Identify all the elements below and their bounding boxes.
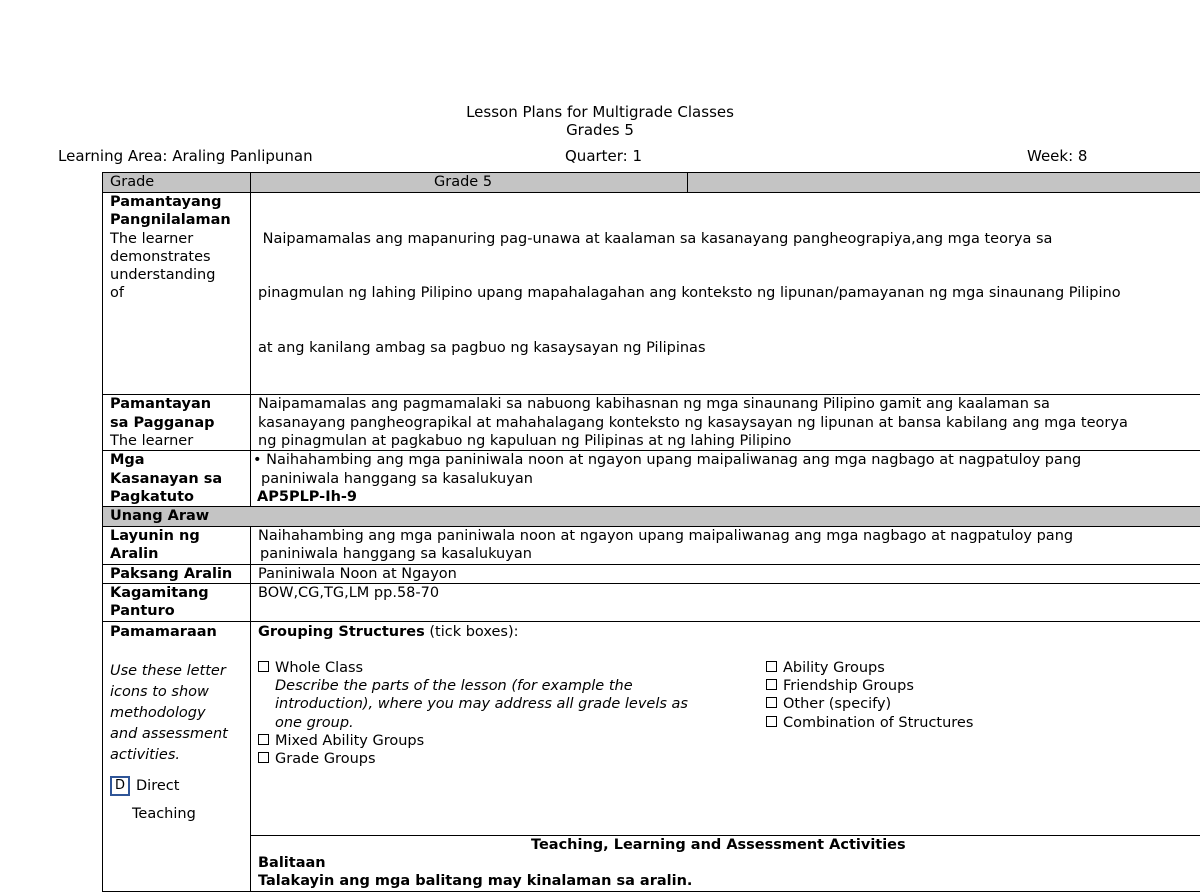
direct-teaching-letter-icon: D: [110, 776, 130, 796]
procedure-label: Pamamaraan Use these letter icons to show methodology and assessment activities. D Direct Teaching: [103, 621, 251, 891]
topic-value: Paniniwala Noon at Ngayon: [251, 564, 1200, 583]
grade-empty-cell: [688, 173, 1200, 193]
mixed-ability-option[interactable]: Mixed Ability Groups: [258, 732, 688, 750]
whole-class-option[interactable]: Whole Class: [258, 659, 688, 677]
objective-text: Naihahambing ang mga paniniwala noon at ngayon upang maipaliwanag ang mga nagbago at nagpatuloy pang paniniwala hanggang sa kasalukuyan: [251, 526, 1200, 564]
performance-standard-text: Naipamamalas ang pagmamalaki sa nabuong kabihasnan ng mga sinaunang Pilipino gamit ang kaalaman sa kasanayang pangheograpikal at mahahalagang konteksto ng kasaysayan ng lipunan at bansa kabilang ang mga teorya ng pinagmulan at pagkabuo ng kapuluan ng Pilipinas at ng lahing Pilipino: [251, 395, 1200, 451]
day-row: [103, 507, 1200, 526]
materials-value: BOW,CG,TG,LM pp.58-70: [251, 583, 1200, 621]
activities-row: [103, 835, 1200, 891]
competency-code: AP5PLP-Ih-9: [253, 488, 1200, 506]
learning-area: Learning Area: Araling Panlipunan: [58, 147, 313, 165]
checkbox-icon[interactable]: [258, 734, 269, 745]
talakayin-text: Talakayin ang mga balitang may kinalaman sa aralin.: [258, 872, 1200, 890]
activities-cell: [251, 835, 1200, 891]
topic-row: [103, 564, 1200, 583]
topic-label: Paksang Aralin: [103, 564, 251, 583]
grade-row: [103, 173, 1200, 193]
objective-row: [103, 526, 1200, 564]
grade-value: Grade 5: [251, 173, 688, 193]
ability-groups-option[interactable]: Ability Groups: [766, 659, 973, 677]
activities-title: Teaching, Learning and Assessment Activities: [258, 836, 1200, 854]
lesson-plan-table: [102, 172, 1200, 892]
document-title: Lesson Plans for Multigrade Classes: [0, 103, 1200, 121]
day-label: Unang Araw: [103, 507, 1200, 526]
combination-option[interactable]: Combination of Structures: [766, 714, 973, 732]
week: Week: 8: [1027, 147, 1087, 165]
content-standard-label: Pamantayang Pangnilalaman The learner demonstrates understanding of: [103, 193, 251, 395]
checkbox-icon[interactable]: [766, 679, 777, 690]
checkbox-icon[interactable]: [766, 697, 777, 708]
performance-standard-label: Pamantayan sa Pagganap The learner: [103, 395, 251, 451]
quarter: Quarter: 1: [565, 147, 642, 165]
checkbox-icon[interactable]: [766, 716, 777, 727]
balitaan-heading: Balitaan: [258, 854, 1200, 872]
friendship-groups-option[interactable]: Friendship Groups: [766, 677, 973, 695]
competencies-label: Mga Kasanayan sa Pagkatuto: [103, 451, 251, 507]
checkbox-icon[interactable]: [258, 752, 269, 763]
procedure-row: [103, 621, 1200, 835]
other-option[interactable]: Other (specify): [766, 695, 973, 713]
content-standard-text: Naipamamalas ang mapanuring pag-unawa at kaalaman sa kasanayang pangheograpiya,ang mga teorya sa pinagmulan ng lahing Pilipino upang mapahalagahan ang konteksto ng lipunan/pamayanan ng mga sinaunang Pilipino at ang kanilang ambag sa pagbuo ng kasaysayan ng Pilipinas: [251, 193, 1200, 395]
competencies-text: • Naihahambing ang mga paniniwala noon at ngayon upang maipaliwanag ang mga nagbago at nagpatuloy pang paniniwala hanggang sa kasalukuyan AP5PLP-Ih-9: [251, 451, 1200, 507]
performance-standard-row: [103, 395, 1200, 451]
materials-row: [103, 583, 1200, 621]
grouping-structures-cell: Grouping Structures (tick boxes): Whole Class Describe the parts of the lesson (for example the introduction), where you may address all grade levels as one group. Mixed Ability Groups Grade Groups Ability Groups Friendship Groups Other (specify) Combination of Structures: [251, 621, 1200, 835]
grouping-title: Grouping Structures: [258, 624, 425, 640]
materials-label: Kagamitang Panturo: [103, 583, 251, 621]
content-standard-row: [103, 193, 1200, 395]
checkbox-icon[interactable]: [258, 661, 269, 672]
bullet-icon: •: [253, 452, 262, 468]
grade-label: Grade: [103, 173, 251, 193]
competencies-row: [103, 451, 1200, 507]
checkbox-icon[interactable]: [766, 661, 777, 672]
grade-groups-option[interactable]: Grade Groups: [258, 750, 688, 768]
document-subtitle: Grades 5: [0, 121, 1200, 139]
objective-label: Layunin ng Aralin: [103, 526, 251, 564]
